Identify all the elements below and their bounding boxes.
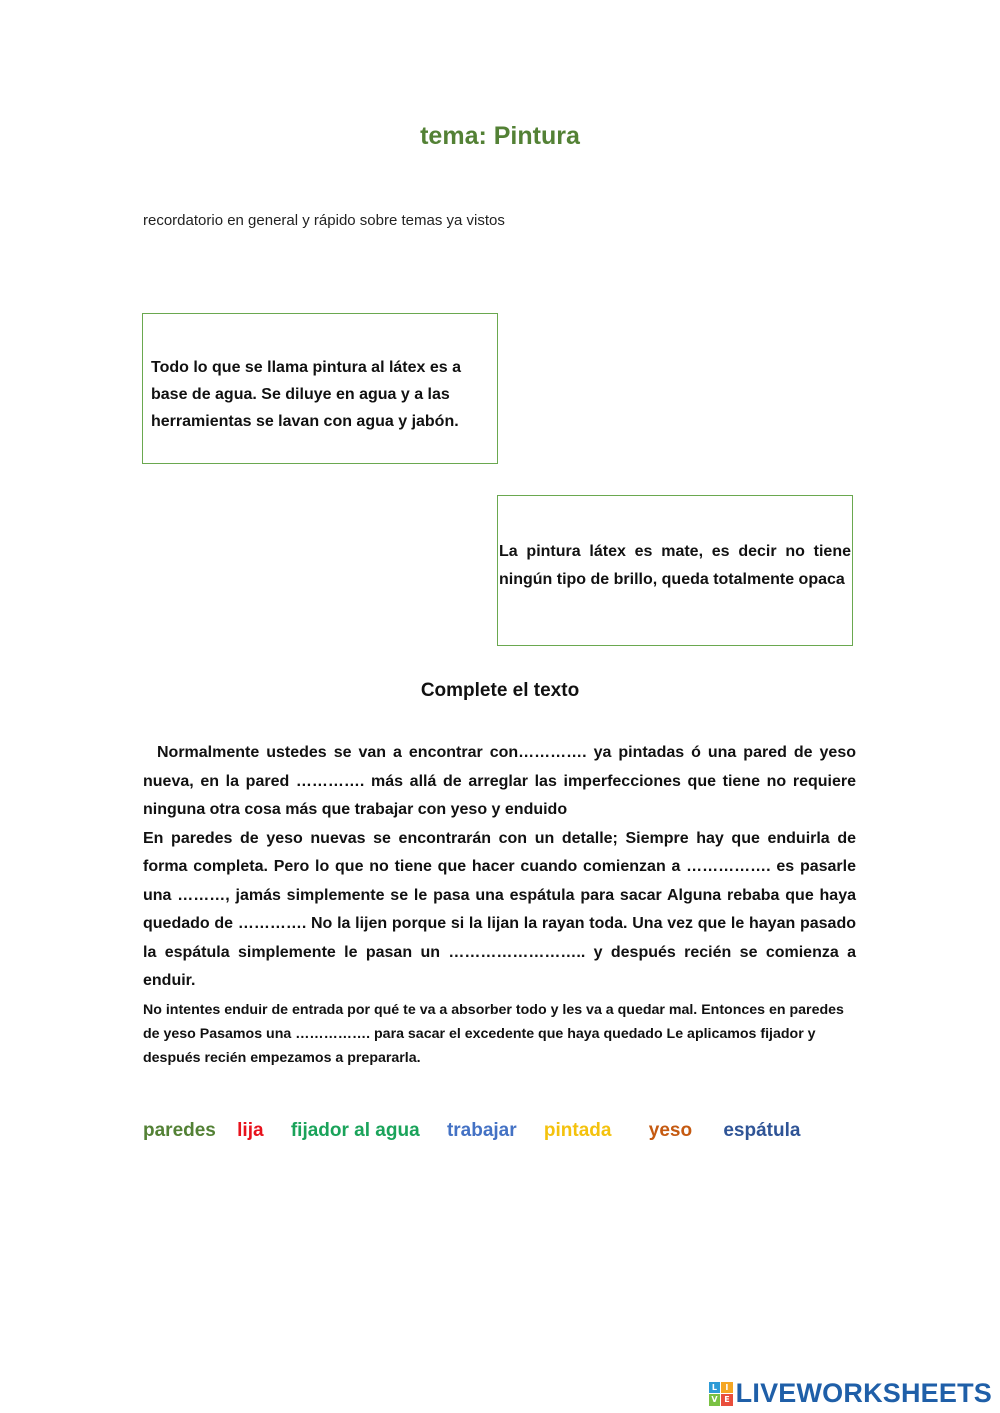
logo-tile: L xyxy=(709,1382,721,1394)
word-bank-item-pintada[interactable]: pintada xyxy=(543,1120,612,1141)
exercise-paragraph: En paredes de yeso nuevas se encontrarán con un detalle; Siempre hay que enduirla de forma completa. Pero lo que no tiene que hacer cuando comienzan a ……………. es pasarle una ………, jamás simplemente se le pasa una espátula para sacar Alguna rebaba que haya quedado de …………. No la lijen porque si la lijan la rayan toda. Una vez que le hayan pasado la espátula simplemente le pasan un …………………….. y después recién se comienza a enduir. xyxy=(143,829,856,989)
logo-tile: I xyxy=(721,1382,733,1394)
word-bank-item-espatula[interactable]: espátula xyxy=(723,1120,801,1141)
page-subtitle: recordatorio en general y rápido sobre temas ya vistos xyxy=(143,212,505,229)
exercise-paragraph: No intentes enduir de entrada por qué te va a absorber todo y les va a quedar mal. Entonces en paredes de yeso Pasamos una ……………. para sacar el excedente que haya quedado Le aplicamos fijador y después recién empezamos a prepararla. xyxy=(143,1001,844,1066)
info-box-text: La pintura látex es mate, es decir no tiene ningún tipo de brillo, queda totalmente opaca xyxy=(499,543,851,588)
info-box-text: Todo lo que se llama pintura al látex es a base de agua. Se diluye en agua y a las herramientas se lavan con agua y jabón. xyxy=(151,359,462,430)
info-box-latex-matte xyxy=(497,495,853,646)
logo-tile: E xyxy=(721,1394,733,1406)
liveworksheets-logo[interactable] xyxy=(709,1378,992,1409)
exercise-text xyxy=(143,739,856,1070)
exercise-heading: Complete el texto xyxy=(420,680,580,701)
word-bank-item-lija[interactable]: lija xyxy=(237,1120,264,1141)
word-bank-item-trabajar[interactable]: trabajar xyxy=(446,1120,517,1141)
word-bank xyxy=(143,1120,800,1142)
page-title: tema: Pintura xyxy=(420,122,580,150)
liveworksheets-logo-text: LIVEWORKSHEETS xyxy=(735,1378,992,1408)
word-bank-item-yeso[interactable]: yeso xyxy=(648,1120,693,1141)
logo-tile: V xyxy=(709,1394,721,1406)
exercise-paragraph: Normalmente ustedes se van a encontrar con…………. ya pintadas ó una pared de yeso nueva, en la pared …………. más allá de arreglar las imperfecciones que tiene no requiere ninguna otra cosa más que trabajar con yeso y enduido xyxy=(143,744,856,818)
word-bank-item-fijador[interactable]: fijador al agua xyxy=(290,1120,420,1141)
liveworksheets-logo-icon xyxy=(709,1382,733,1406)
info-box-latex-water xyxy=(142,313,498,464)
word-bank-item-paredes[interactable]: paredes xyxy=(143,1120,216,1141)
